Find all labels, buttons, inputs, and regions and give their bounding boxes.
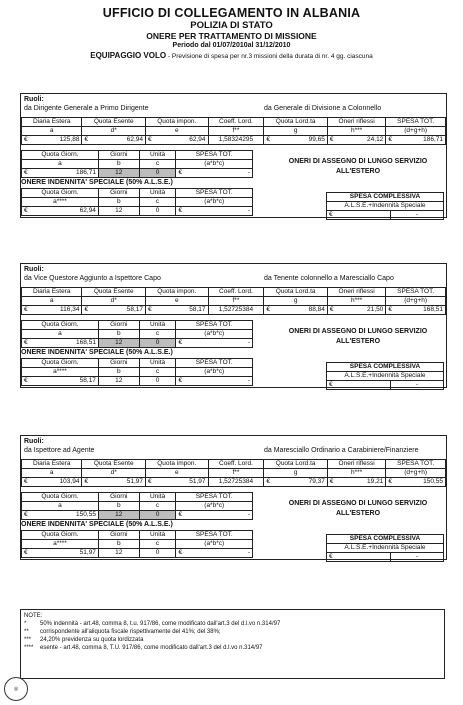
note-text: corrispondente all'aliquota fiscale rispettivamente del 41%; del 38%; — [40, 629, 221, 635]
indenn-sub: b — [98, 368, 139, 377]
indennita-table — [21, 188, 253, 216]
col-header: Coeff. Lord. — [208, 288, 264, 297]
rank-from: da Dirigente Generale a Primo Dirigente — [24, 105, 149, 112]
giorn-units: 0 — [139, 511, 176, 520]
giorn-header: Quota Giorn. — [22, 493, 99, 502]
onere-title: ONERE PER TRATTAMENTO DI MISSIONE — [146, 31, 317, 41]
giorn-value — [22, 339, 99, 348]
value-cell — [208, 306, 264, 315]
value-cell — [146, 136, 209, 145]
value-cell — [264, 306, 328, 315]
value-text: 116,34 — [60, 306, 80, 313]
giorn-sub: c — [139, 160, 176, 169]
euro-sign: € — [24, 306, 28, 313]
value-text: 58,17 — [189, 306, 206, 313]
euro-sign: € — [84, 136, 89, 143]
value-text: 168,51 — [423, 306, 443, 313]
indenn-total — [176, 377, 253, 386]
col-header: Quota Lord.ta — [264, 460, 328, 469]
indenn-value — [22, 377, 99, 386]
indenn-total — [176, 207, 253, 216]
indenn-sub: c — [139, 540, 176, 549]
col-sub: d* — [82, 469, 146, 478]
value-cell — [146, 478, 209, 487]
col-sub: a — [22, 127, 82, 136]
giorn-sub: (a*b*c) — [176, 502, 253, 511]
value-cell — [386, 136, 446, 145]
giorn-value — [22, 169, 99, 178]
value-cell — [264, 478, 328, 487]
col-header: Diaria Estera — [22, 460, 82, 469]
col-sub: h*** — [327, 469, 385, 478]
indenn-units: 0 — [139, 549, 176, 558]
value-cell — [327, 136, 385, 145]
spesa-compl-value: - — [390, 381, 443, 390]
giorn-sub: (a*b*c) — [176, 330, 253, 339]
euro-sign: € — [329, 478, 334, 485]
value-cell — [327, 306, 385, 315]
euro-sign: € — [388, 306, 392, 313]
euro-sign: € — [24, 478, 28, 485]
value-cell — [208, 478, 264, 487]
indenn-quota: 58,17 — [79, 377, 96, 384]
lower-block — [21, 315, 446, 387]
euro-sign: € — [266, 306, 270, 313]
giorn-header: SPESA TOT. — [176, 151, 253, 160]
assegno-title: ONERI DI ASSEGNO DI LUNGO SERVIZIO ALL'ESTERO — [288, 158, 428, 175]
value-cell — [327, 478, 385, 487]
giorn-days: 12 — [98, 511, 139, 520]
giorn-header: Quota Giorn. — [22, 151, 99, 160]
value-text: 62,94 — [189, 136, 206, 143]
indenn-days: 12 — [98, 377, 139, 386]
note-item — [24, 620, 441, 628]
diaria-table — [21, 287, 446, 315]
indenn-header: Quota Giorn. — [22, 189, 99, 198]
euro-sign: € — [327, 553, 391, 562]
indenn-header: Unità — [139, 189, 176, 198]
giorn-sub: (a*b*c) — [176, 160, 253, 169]
col-sub: h*** — [327, 127, 385, 136]
assegno-title: ONERI DI ASSEGNO DI LUNGO SERVIZIO ALL'ESTERO — [288, 500, 428, 517]
col-header: Quota impon. — [146, 460, 209, 469]
col-header: SPESA TOT. — [386, 288, 446, 297]
rank-section — [20, 263, 447, 388]
indenn-sub: (a*b*c) — [176, 198, 253, 207]
ruoli-label: Ruoli: — [24, 96, 44, 103]
giorn-total-value: - — [247, 169, 250, 176]
rank-to: da Tenente colonnello a Maresciallo Capo — [264, 275, 394, 282]
indenn-sub: b — [98, 540, 139, 549]
col-sub: (d+g+h) — [386, 297, 446, 306]
value-text: 62,94 — [126, 136, 143, 143]
ruoli-label: Ruoli: — [24, 266, 44, 273]
note-mark: * — [24, 621, 27, 627]
col-sub: a — [22, 469, 82, 478]
giorn-sub: a — [22, 502, 99, 511]
value-cell — [208, 136, 264, 145]
spesa-complessiva-table — [326, 362, 444, 390]
notes-title: NOTE: — [24, 613, 43, 619]
giorn-quota: 186,71 — [76, 169, 96, 176]
value-text: 1,52725384 — [218, 478, 254, 485]
value-cell — [146, 306, 209, 315]
giorn-quota: 168,51 — [76, 339, 96, 346]
assegno-title: ONERI DI ASSEGNO DI LUNGO SERVIZIO ALL'ESTERO — [288, 328, 428, 345]
euro-sign: € — [24, 169, 28, 176]
value-cell — [22, 478, 82, 487]
col-sub: g — [264, 469, 328, 478]
col-sub: g — [264, 297, 328, 306]
value-cell — [386, 306, 446, 315]
value-cell — [82, 136, 146, 145]
indenn-sub: c — [139, 368, 176, 377]
document-header — [0, 7, 463, 50]
indenn-units: 0 — [139, 377, 176, 386]
giorn-sub: b — [98, 330, 139, 339]
giorn-header: Giorni — [98, 151, 139, 160]
euro-sign: € — [329, 136, 334, 143]
value-text: 51,97 — [189, 478, 206, 485]
giorn-sub: b — [98, 160, 139, 169]
spesa-complessiva-table — [326, 192, 444, 220]
giorn-total — [176, 169, 253, 178]
col-header: Quota impon. — [146, 288, 209, 297]
indennita-table — [21, 358, 253, 386]
note-mark: **** — [24, 645, 34, 651]
col-sub: e — [146, 127, 209, 136]
euro-sign: € — [178, 549, 183, 556]
col-sub: a — [22, 297, 82, 306]
euro-sign: € — [266, 136, 270, 143]
value-text: 103,94 — [59, 478, 80, 485]
value-cell — [22, 306, 82, 315]
value-cell — [22, 136, 82, 145]
giorn-header: Unità — [139, 151, 176, 160]
euro-sign: € — [178, 377, 183, 384]
indenn-value — [22, 549, 99, 558]
indenn-units: 0 — [139, 207, 176, 216]
indenn-header: Quota Giorn. — [22, 359, 99, 368]
giorn-quota: 150,55 — [76, 511, 96, 518]
value-text: 24,12 — [367, 136, 384, 143]
col-sub: e — [146, 469, 209, 478]
indenn-sub: a**** — [22, 198, 99, 207]
col-header: Diaria Estera — [22, 288, 82, 297]
euro-sign: € — [178, 169, 183, 176]
alse-label: A.L.S.E.+Indennità Speciale — [327, 372, 444, 381]
euro-sign: € — [388, 478, 392, 485]
rank-section — [20, 93, 447, 218]
lower-block — [21, 487, 446, 559]
giorn-sub: a — [22, 330, 99, 339]
value-text: 1,52725384 — [218, 306, 254, 313]
value-cell — [82, 478, 146, 487]
giorn-total — [176, 511, 253, 520]
equipaggio-desc: - Previsione di spesa per nr.3 missioni della durata di nr. 4 gg. ciascuna — [166, 53, 373, 60]
indennita-title: ONERE INDENNITA' SPECIALE (50% A.L.S.E.) — [21, 521, 173, 528]
col-header: Quota Esente — [82, 288, 146, 297]
col-sub: g — [264, 127, 328, 136]
col-sub: d* — [82, 127, 146, 136]
col-header: SPESA TOT. — [386, 460, 446, 469]
spesa-compl-title: SPESA COMPLESSIVA — [327, 535, 444, 544]
indenn-header: Unità — [139, 531, 176, 540]
euro-sign: € — [327, 211, 391, 220]
col-sub: f** — [208, 469, 264, 478]
giorn-sub: c — [139, 330, 176, 339]
col-header: Quota Lord.ta — [264, 288, 328, 297]
giorn-header: Unità — [139, 321, 176, 330]
euro-sign: € — [327, 381, 391, 390]
giorn-sub: c — [139, 502, 176, 511]
rank-range — [21, 274, 446, 283]
euro-sign: € — [84, 478, 89, 485]
value-text: 51,97 — [126, 478, 143, 485]
value-text: 186,71 — [423, 136, 443, 143]
diaria-table — [21, 459, 446, 487]
col-sub: e — [146, 297, 209, 306]
col-sub: f** — [208, 297, 264, 306]
value-text: 88,84 — [308, 306, 325, 313]
giorn-units: 0 — [139, 169, 176, 178]
giorn-value — [22, 511, 99, 520]
rank-section — [20, 435, 447, 560]
giorn-days: 12 — [98, 339, 139, 348]
col-sub: h*** — [327, 297, 385, 306]
giorn-total — [176, 339, 253, 348]
col-header: Oneri riflessi — [327, 460, 385, 469]
spesa-compl-title: SPESA COMPLESSIVA — [327, 363, 444, 372]
rank-from: da Ispettore ad Agente — [24, 447, 95, 454]
indennita-table — [21, 530, 253, 558]
col-header: Coeff. Lord. — [208, 460, 264, 469]
indennita-title: ONERE INDENNITA' SPECIALE (50% A.L.S.E.) — [21, 349, 173, 356]
euro-sign: € — [178, 511, 183, 518]
indenn-header: SPESA TOT. — [176, 189, 253, 198]
indenn-days: 12 — [98, 207, 139, 216]
indenn-header: Unità — [139, 359, 176, 368]
col-sub: d* — [82, 297, 146, 306]
value-cell — [386, 478, 446, 487]
euro-sign: € — [178, 339, 183, 346]
rank-range — [21, 104, 446, 113]
value-text: 150,55 — [423, 478, 443, 485]
euro-sign: € — [148, 478, 152, 485]
euro-sign: € — [24, 377, 28, 384]
indenn-sub: (a*b*c) — [176, 368, 253, 377]
col-header: Oneri riflessi — [327, 118, 385, 127]
indenn-header: SPESA TOT. — [176, 359, 253, 368]
office-title: UFFICIO DI COLLEGAMENTO IN ALBANIA — [102, 6, 361, 20]
giorn-sub: a — [22, 160, 99, 169]
giorn-sub: b — [98, 502, 139, 511]
euro-sign: € — [388, 136, 392, 143]
stamp-seal: ◎ — [4, 677, 28, 701]
spesa-compl-value: - — [390, 211, 443, 220]
value-text: 19,21 — [367, 478, 384, 485]
euro-sign: € — [148, 306, 152, 313]
indenn-quota: 62,94 — [79, 207, 96, 214]
euro-sign: € — [148, 136, 152, 143]
value-text: 125,88 — [59, 136, 80, 143]
police-title: POLIZIA DI STATO — [190, 20, 273, 31]
col-header: Quota impon. — [146, 118, 209, 127]
giorn-header: Unità — [139, 493, 176, 502]
indenn-value — [22, 207, 99, 216]
note-text: esente - art.48, comma 8, T.U. 917/86, come modificato dall'art.3 del d.l.vo n.314/97 — [40, 645, 263, 651]
note-text: 24,20% previdenza su quota lordizzata — [40, 637, 144, 643]
note-item — [24, 644, 441, 652]
giorn-header: Giorni — [98, 321, 139, 330]
euro-sign: € — [329, 306, 334, 313]
giorn-header: SPESA TOT. — [176, 321, 253, 330]
alse-label: A.L.S.E.+Indennità Speciale — [327, 202, 444, 211]
indenn-header: Giorni — [98, 531, 139, 540]
value-text: 21,50 — [367, 306, 384, 313]
diaria-table — [21, 117, 446, 145]
spesa-compl-value: - — [390, 553, 443, 562]
value-cell — [264, 136, 328, 145]
indenn-total-value: - — [247, 549, 250, 556]
euro-sign: € — [24, 136, 28, 143]
col-header: Quota Esente — [82, 118, 146, 127]
indenn-header: Giorni — [98, 359, 139, 368]
indenn-quota: 51,97 — [79, 549, 96, 556]
value-text: 1,58324295 — [218, 136, 254, 143]
note-item — [24, 636, 441, 644]
period-text: Periodo dal 01/07/2010al 31/12/2010 — [172, 42, 291, 49]
note-text: 50% indennità - art.48, comma 8, t.u. 917/86, come modificato dall'art.3 del d.l.vo n.314/97 — [40, 621, 281, 627]
col-header: SPESA TOT. — [386, 118, 446, 127]
ruoli-label: Ruoli: — [24, 438, 44, 445]
indenn-sub: c — [139, 198, 176, 207]
giornaliera-table — [21, 150, 253, 178]
rank-to: da Maresciallo Ordinario a Carabiniere/Finanziere — [264, 447, 419, 454]
indenn-total-value: - — [247, 207, 250, 214]
giorn-total-value: - — [247, 511, 250, 518]
rank-range — [21, 446, 446, 455]
rank-to: da Generale di Divisione a Colonnello — [264, 105, 382, 112]
value-text: 79,37 — [308, 478, 325, 485]
indenn-sub: a**** — [22, 540, 99, 549]
col-header: Oneri riflessi — [327, 288, 385, 297]
giorn-header: Quota Giorn. — [22, 321, 99, 330]
col-sub: (d+g+h) — [386, 469, 446, 478]
giornaliera-table — [21, 320, 253, 348]
giorn-total-value: - — [247, 339, 250, 346]
col-header: Quota Lord.ta — [264, 118, 328, 127]
indenn-sub: (a*b*c) — [176, 540, 253, 549]
col-header: Coeff. Lord. — [208, 118, 264, 127]
indenn-sub: a**** — [22, 368, 99, 377]
col-sub: (d+g+h) — [386, 127, 446, 136]
indenn-sub: b — [98, 198, 139, 207]
alse-label: A.L.S.E.+Indennità Speciale — [327, 544, 444, 553]
col-header: Quota Esente — [82, 460, 146, 469]
giornaliera-table — [21, 492, 253, 520]
value-text: 99,65 — [308, 136, 325, 143]
indennita-title: ONERE INDENNITA' SPECIALE (50% A.L.S.E.) — [21, 179, 173, 186]
value-text: 58,17 — [126, 306, 143, 313]
giorn-header: Giorni — [98, 493, 139, 502]
giorn-header: SPESA TOT. — [176, 493, 253, 502]
notes-box — [20, 609, 445, 679]
giorn-units: 0 — [139, 339, 176, 348]
note-mark: *** — [24, 637, 32, 643]
indenn-days: 12 — [98, 549, 139, 558]
spesa-complessiva-table — [326, 534, 444, 562]
rank-from: da Vice Questore Aggiunto a Ispettore Capo — [24, 275, 161, 282]
indenn-total-value: - — [247, 377, 250, 384]
note-item — [24, 628, 441, 636]
equipaggio-title: EQUIPAGGIO VOLO — [90, 51, 167, 60]
euro-sign: € — [266, 478, 270, 485]
giorn-days: 12 — [98, 169, 139, 178]
euro-sign: € — [24, 339, 28, 346]
euro-sign: € — [84, 306, 89, 313]
indenn-header: SPESA TOT. — [176, 531, 253, 540]
indenn-header: Giorni — [98, 189, 139, 198]
note-mark: ** — [24, 629, 29, 635]
euro-sign: € — [24, 549, 28, 556]
col-header: Diaria Estera — [22, 118, 82, 127]
equipaggio-line — [0, 52, 463, 61]
euro-sign: € — [178, 207, 183, 214]
indenn-header: Quota Giorn. — [22, 531, 99, 540]
value-cell — [82, 306, 146, 315]
col-sub: f** — [208, 127, 264, 136]
indenn-total — [176, 549, 253, 558]
lower-block — [21, 145, 446, 217]
spesa-compl-title: SPESA COMPLESSIVA — [327, 193, 444, 202]
euro-sign: € — [24, 511, 28, 518]
euro-sign: € — [24, 207, 28, 214]
